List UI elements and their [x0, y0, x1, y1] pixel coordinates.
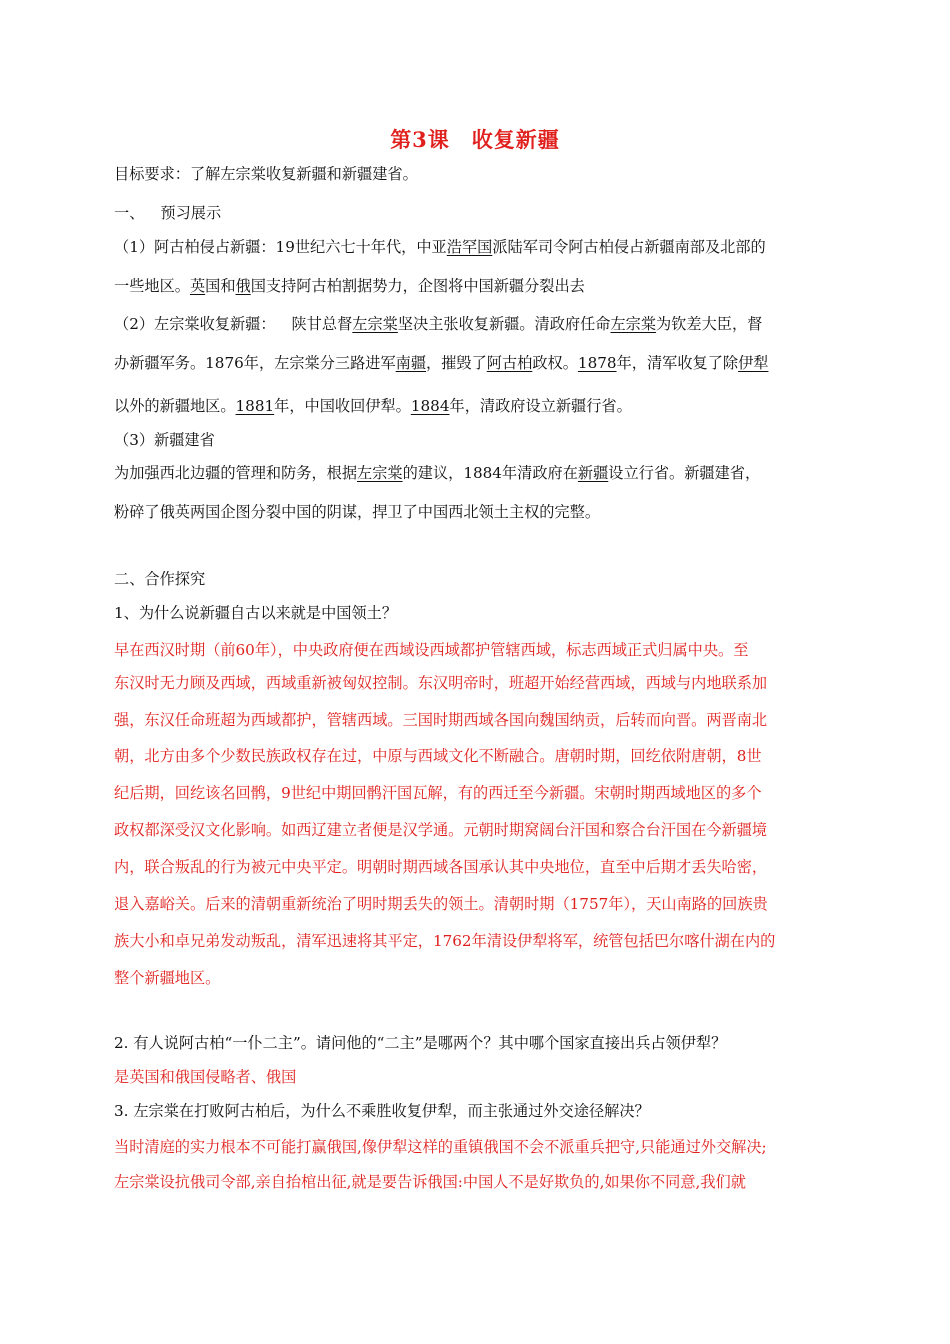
underlined-term: 新疆 [577, 464, 609, 482]
p1-line2: 一些地区。英国和俄国支持阿古柏割据势力，企图将中国新疆分裂出去 [114, 277, 585, 295]
answer-1-line: 早在西汉时期（前60年），中央政府便在西域设西域都护管辖西域，标志西域正式归属中央。至 [114, 641, 749, 659]
p2-line2: 办新疆军务。1876年，左宗棠分三路进军南疆，摧毁了阿古柏政权。1878年，清军收复了除伊犁 [114, 354, 769, 372]
answer-1-line: 整个新疆地区。 [114, 969, 221, 987]
underlined-term: 浩罕国 [446, 238, 493, 256]
answer-1-line: 强，东汉任命班超为西域都护，管辖西域。三国时期西域各国向魏国纳贡，后转而向晋。两晋南北 [114, 711, 768, 729]
p1-line1: （1）阿古柏侵占新疆：19世纪六七十年代，中亚浩罕国派陆军司令阿古柏侵占新疆南部及北部的 [114, 238, 766, 256]
underlined-term: 左宗棠 [610, 315, 657, 333]
underlined-term: 1878 [577, 354, 617, 372]
p3-heading: （3）新疆建省 [114, 431, 215, 449]
section2-heading: 二、合作探究 [114, 570, 206, 588]
section1-heading [114, 203, 844, 223]
underlined-term: 伊犁 [738, 354, 769, 372]
underlined-term: 左宗棠 [357, 464, 403, 482]
answer-1-line: 政权都深受汉文化影响。如西辽建立者便是汉学通。元朝时期窝阔台汗国和察合台汗国在今新疆境 [114, 821, 768, 839]
answer-3-line: 当时清庭的实力根本不可能打赢俄国,像伊犁这样的重镇俄国不会不派重兵把守,只能通过外交解决; [114, 1138, 767, 1156]
underlined-term: 英 [189, 277, 206, 295]
p2-line1: （2）左宗棠收复新疆： 陕甘总督左宗棠坚决主张收复新疆。清政府任命左宗棠为钦差大臣，督 [114, 315, 763, 333]
page-title: 第3课 收复新疆 [390, 127, 560, 152]
goal-line: 目标要求：了解左宗棠收复新疆和新疆建省。 [114, 165, 418, 183]
answer-1-line: 退入嘉峪关。后来的清朝重新统治了明时期丢失的领土。清朝时期（1757年），天山南路的回族贵 [114, 895, 768, 913]
answer-1-line: 内，联合叛乱的行为被元中央平定。明朝时期西域各国承认其中央地位，直至中后期才丢失哈密， [114, 858, 768, 876]
underlined-term: 阿古柏 [486, 354, 533, 372]
question-3: 3. 左宗棠在打败阿古柏后，为什么不乘胜收复伊犁，而主张通过外交途径解决？ [114, 1102, 650, 1120]
section1-number: 一、 [114, 204, 145, 222]
p3-line2: 粉碎了俄英两国企图分裂中国的阴谋，捍卫了中国西北领土主权的完整。 [114, 503, 600, 521]
p2-line3: 以外的新疆地区。1881年，中国收回伊犁。1884年，清政府设立新疆行省。 [114, 397, 632, 415]
question-2: 2. 有人说阿古柏“一仆二主”。请问他的“二主”是哪两个？其中哪个国家直接出兵占领伊犁？ [114, 1034, 727, 1052]
answer-1-line: 族大小和卓兄弟发动叛乱，清军迅速将其平定，1762年清设伊犁将军，统管包括巴尔喀什湖在内的 [114, 932, 776, 950]
underlined-term: 俄 [235, 277, 251, 295]
answer-3-line: 左宗棠设抗俄司令部,亲自抬棺出征,就是要告诉俄国:中国人不是好欺负的,如果你不同意,我们就 [114, 1173, 746, 1191]
answer-1-line: 东汉时无力顾及西域，西域重新被匈奴控制。东汉明帝时，班超开始经营西域，西域与内地联系加 [114, 674, 768, 692]
answer-1-line: 纪后期，回纥该名回鹘，9世纪中期回鹘汗国瓦解，有的西迁至今新疆。宋朝时期西域地区的多个 [114, 784, 762, 802]
underlined-term: 1884 [410, 397, 450, 415]
section1-title: 预习展示 [160, 204, 222, 222]
p3-line1: 为加强西北边疆的管理和防务，根据左宗棠的建议，1884年清政府在新疆设立行省。新疆建省， [114, 464, 761, 482]
question-1: 1、为什么说新疆自古以来就是中国领土？ [114, 604, 398, 622]
answer-2: 是英国和俄国侵略者、俄国 [114, 1068, 297, 1086]
underlined-term: 南疆 [395, 354, 427, 372]
answer-1-line: 朝，北方由多个少数民族政权存在过，中原与西域文化不断融合。唐朝时期，回纥依附唐朝，8世 [114, 747, 762, 765]
underlined-term: 1881 [235, 397, 275, 415]
underlined-term: 左宗棠 [352, 315, 398, 333]
